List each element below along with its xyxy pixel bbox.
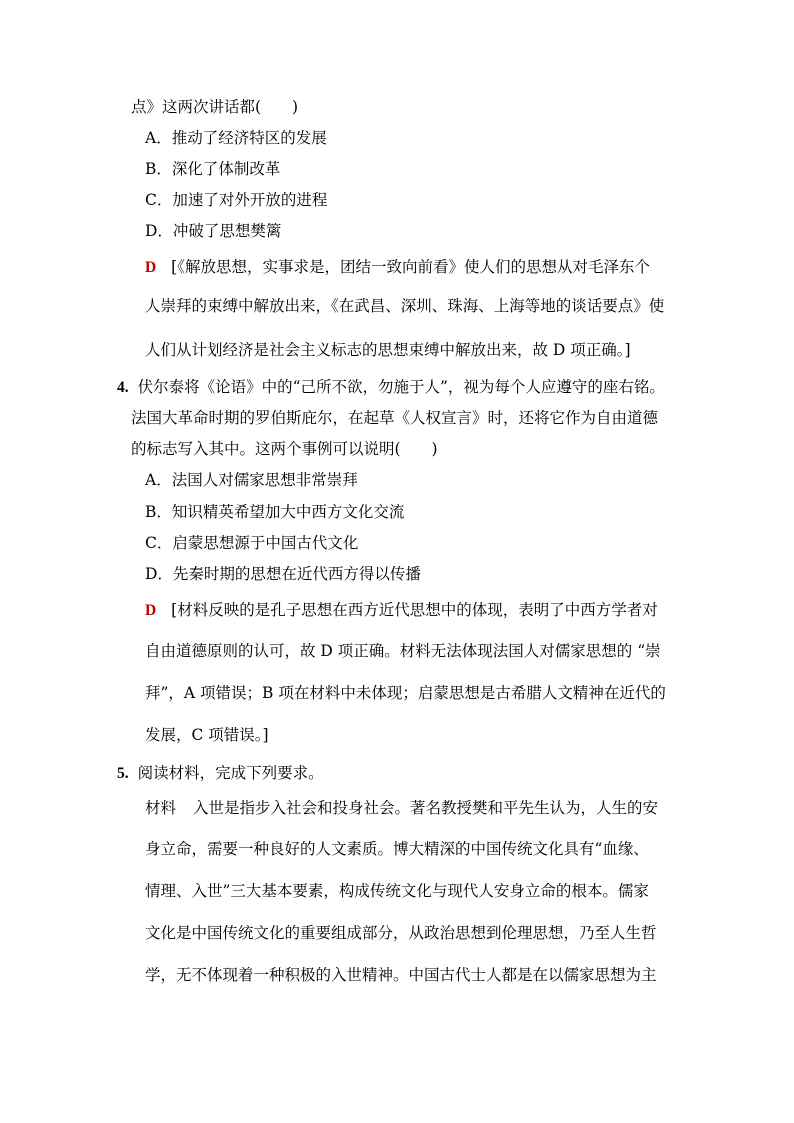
- q3-explanation-line-2: 人崇拜的束缚中解放出来，《在武昌、深圳、珠海、上海等地的谈话要点》使: [145, 297, 665, 315]
- q4-stem-line-2: 法国大革命时期的罗伯斯庇尔，在起草《人权宣言》时，还将它作为自由道德: [131, 409, 659, 427]
- q4-explanation-text-1: [材料反映的是孔子思想在西方近代思想中的体现，表明了中西方学者对: [171, 601, 658, 619]
- q3-explanation-line-3: 人们从计划经济是社会主义标志的思想束缚中解放出来，故 D 项正确。]: [145, 341, 631, 359]
- q5-number: 5.: [117, 765, 129, 782]
- q4-explanation-line-4: 发展，C 项错误。]: [145, 726, 269, 744]
- q5-material-line-1: [145, 797, 658, 819]
- q5-material-line-3: 情理、入世”三大基本要素，构成传统文化与现代人安身立命的根本。儒家: [145, 882, 649, 900]
- q3-explanation-line-1: [145, 256, 650, 279]
- q4-stem-line-3: 的标志写入其中。这两个事例可以说明( ): [131, 440, 438, 458]
- q5-material-line-4: 文化是中国传统文化的重要组成部分，从政治思想到伦理思想，乃至人生哲: [145, 924, 657, 942]
- q3-stem-tail: 点》这两次讲话都( ): [131, 98, 299, 116]
- q5-material-text-1: 入世是指步入社会和投身社会。著名教授樊和平先生认为，人生的安: [192, 799, 658, 817]
- q3-option-b: B．深化了体制改革: [145, 160, 281, 178]
- q5-material-label: 材料: [145, 799, 177, 817]
- q5-material-line-5: 学，无不体现着一种积极的入世精神。中国古代士人都是在以儒家思想为主: [145, 966, 657, 984]
- q4-option-b: B．知识精英希望加大中西方文化交流: [145, 503, 405, 521]
- q3-option-c: C．加速了对外开放的进程: [145, 191, 328, 209]
- q4-number: 4.: [117, 379, 129, 396]
- q4-explanation-line-2: 自由道德原则的认可，故 D 项正确。材料无法体现法国人对儒家思想的 “崇: [145, 642, 661, 660]
- q3-answer-letter: D: [145, 259, 157, 276]
- q4-answer-letter: D: [145, 602, 157, 619]
- q3-explanation-text-1: [《解放思想，实事求是，团结一致向前看》使人们的思想从对毛泽东个: [171, 258, 650, 276]
- q4-stem-text-1: 伏尔泰将《论语》中的“己所不欲，勿施于人”，视为每个人应遵守的座右铭。: [137, 378, 665, 396]
- q4-stem-line-1: [117, 376, 665, 399]
- q4-option-c: C．启蒙思想源于中国古代文化: [145, 534, 359, 552]
- q4-option-a: A．法国人对儒家思想非常崇拜: [145, 471, 358, 489]
- q5-material-line-2: 身立命，需要一种良好的人文素质。博大精深的中国传统文化具有“血缘、: [145, 840, 649, 858]
- q4-explanation-line-3: 拜”，A 项错误；B 项在材料中未体现；启蒙思想是古希腊人文精神在近代的: [145, 684, 666, 702]
- q3-option-a: A．推动了经济特区的发展: [145, 129, 327, 147]
- q4-explanation-line-1: [145, 599, 658, 622]
- q5-stem-line: [117, 762, 324, 785]
- q5-stem-text: 阅读材料，完成下列要求。: [137, 764, 324, 782]
- q3-option-d: D．冲破了思想樊篱: [145, 222, 282, 240]
- q4-option-d: D．先秦时期的思想在近代西方得以传播: [145, 565, 421, 583]
